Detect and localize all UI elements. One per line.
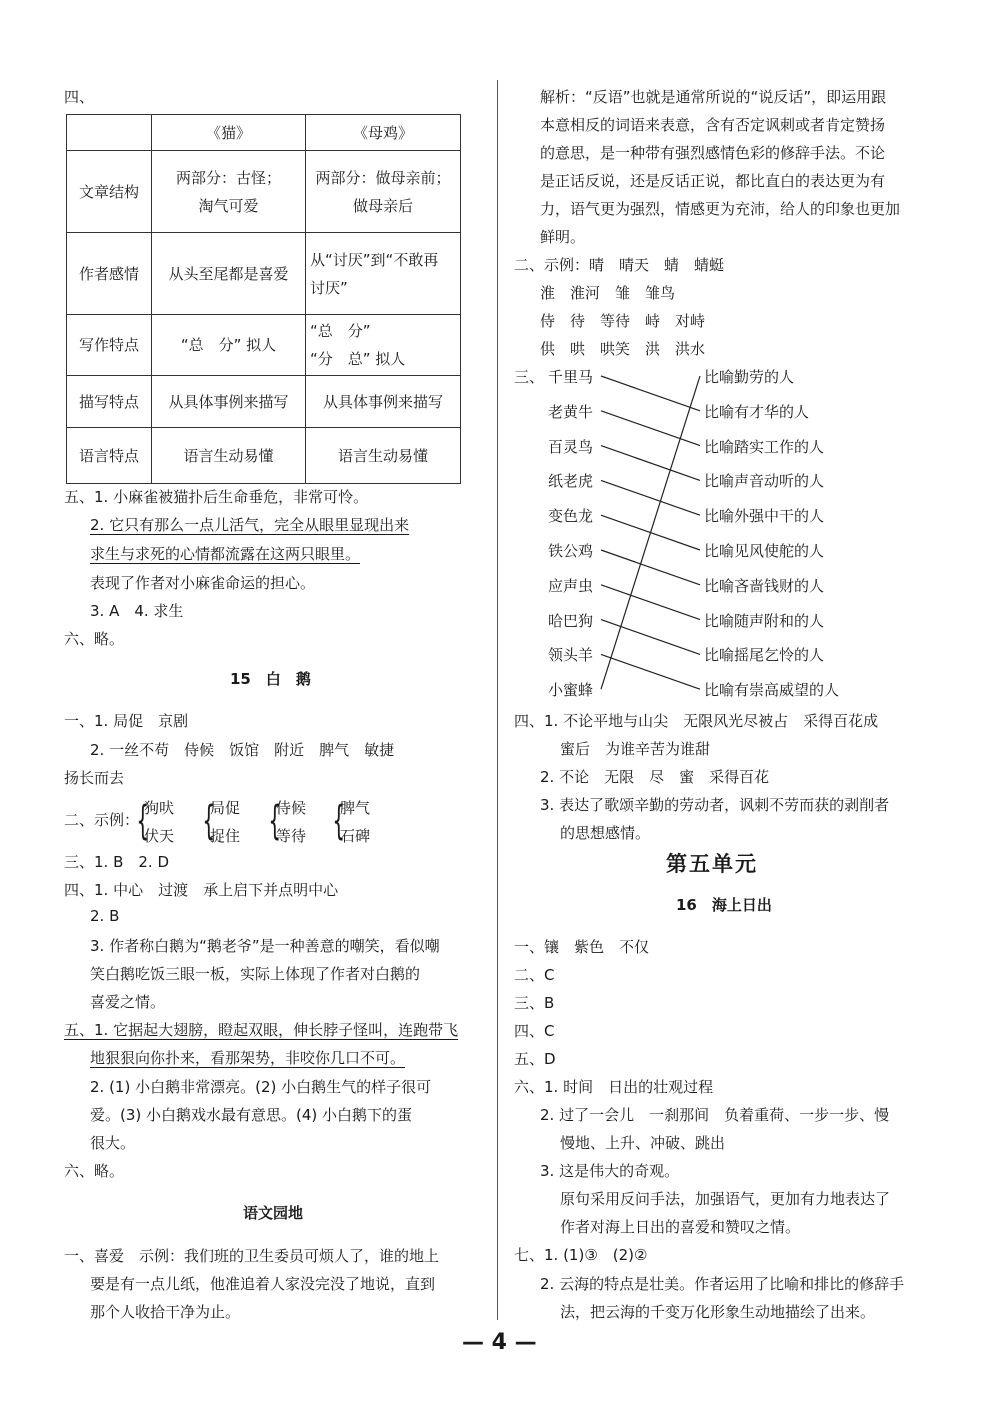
match-line [601,654,700,689]
analysis-line: 是正话反说，还是反话正说，都比直白的表达更为有 [540,172,886,190]
r-s2-line: 侍 待 等待 峙 对峙 [540,312,706,330]
garden-line: 一、喜爱 示例：我们班的卫生委员可烦人了，谁的地上 [64,1247,440,1265]
r-s4-line: 四、1. 不论平地与山尖 无限风光尽被占 采得百花成 [514,712,879,730]
garden-line: 那个人收拾干净为止。 [90,1303,241,1321]
cell: “总 分” 拟人 [152,315,306,376]
cell: 从“讨厌”到“不敢再 讨厌” [306,233,461,315]
r-s4-line: 的思想感情。 [560,824,651,842]
analysis-line: 力，语气更为强烈，情感更为充沛，给人的印象也更加 [540,200,901,218]
l15-line: 很大。 [90,1134,136,1152]
l16-line: 一、镶 紫色 不仅 [514,938,650,956]
l15-line: 六、略。 [64,1162,125,1180]
lesson-15-title: 15 白 鹅 [230,670,311,688]
l16-line: 五、D [514,1050,556,1068]
l16-line: 原句采用反问手法，加强语气，更加有力地表达了 [560,1190,891,1208]
match-line [601,376,700,411]
l15-line: 2. (1) 小白鹅非常漂亮。(2) 小白鹅生气的样子很可 [90,1078,432,1096]
l16-line: 2. 过了一会儿 一刹那间 负着重荷、一步一步、慢 [540,1106,890,1124]
s5-line: 五、1. 小麻雀被猫扑后生命垂危，非常可怜。 [64,488,369,506]
r-s3-prefix: 三、 [514,368,545,386]
cell: 两部分：古怪； 淘气可爱 [152,151,306,233]
row-label: 文章结构 [67,151,152,233]
match-left-item: 小蜜蜂 [548,681,594,700]
analysis-line: 的意思，是一种带有强烈感情色彩的修辞手法。不论 [540,144,886,162]
table-header-cat: 《猫》 [152,115,306,151]
match-right-item: 比喻踏实工作的人 [704,437,825,456]
table-header-hen: 《母鸡》 [306,115,461,151]
l16-line: 法，把云海的千变万化形象生动地描绘了出来。 [560,1303,876,1321]
r-s4-line: 3. 表达了歌颂辛勤的劳动者，讽刺不劳而获的剥削者 [540,796,890,814]
match-left-item: 百灵鸟 [548,437,594,456]
unit-title: 第五单元 [666,852,758,876]
cell: 语言生动易懂 [306,428,461,484]
l15-line: 3. 作者称白鹅为“鹅老爷”是一种善意的嘲笑，看似嘲 [90,937,440,955]
match-line [601,620,700,655]
match-line [601,446,700,481]
cell: 从具体事例来描写 [306,376,461,428]
match-left-item: 纸老虎 [548,472,594,491]
match-right-item: 比喻外强中干的人 [704,507,825,526]
row-label: 作者感情 [67,233,152,315]
l15-line: 笑白鹅吃饭三眼一板，实际上体现了作者对白鹅的 [90,965,421,983]
match-left-item: 铁公鸡 [548,542,594,560]
row-label: 语言特点 [67,428,152,484]
match-left-item: 老黄牛 [548,402,594,421]
garden-title: 语文园地 [243,1204,304,1222]
analysis-line: 本意相反的词语来表意，含有否定讽刺或者肯定赞扬 [540,116,886,134]
match-line [601,480,700,515]
l15-s2-prefix: 二、示例： [64,811,140,829]
page-number: — 4 — [462,1330,537,1355]
r-s2-line: 淮 淮河 雏 雏鸟 [540,284,676,302]
l15-line: 喜爱之情。 [90,993,166,1011]
match-line [601,376,700,689]
match-right-item: 比喻声音动听的人 [704,472,825,491]
match-line [601,585,700,620]
cell: “总 分” “分 总” 拟人 [306,315,461,376]
l16-line: 慢地、上升、冲破、跳出 [560,1134,726,1152]
l15-line: 扬长而去 [64,769,125,787]
match-right-item: 比喻有才华的人 [704,402,810,421]
r-s2-line: 供 哄 哄笑 洪 洪水 [540,340,706,358]
match-line [601,411,700,446]
l16-line: 作者对海上日出的喜爱和赞叹之情。 [560,1218,801,1236]
r-s4-line: 2. 不论 无限 尽 蜜 采得百花 [540,768,770,786]
l15-line: 2. B [90,907,120,925]
match-left-item: 变色龙 [548,507,594,526]
cell: 从头至尾都是喜爱 [152,233,306,315]
analysis-line: 鲜明。 [540,228,586,246]
match-right-item: 比喻吝啬钱财的人 [704,576,825,595]
l15-line: 五、1. 它据起大翅膀，瞪起双眼，伸长脖子怪叫，连跑带飞 [64,1021,459,1039]
l15-line: 三、1. B 2. D [64,853,170,871]
l16-line: 3. 这是伟大的奇观。 [540,1162,680,1180]
l16-line: 四、C [514,1022,555,1040]
l15-line: 一、1. 局促 京剧 [64,712,189,730]
l15-line: 地狠狠向你扑来，看那架势，非咬你几口不可。 [90,1049,406,1067]
match-right-item: 比喻摇尾乞怜的人 [704,646,825,665]
row-label: 描写特点 [67,376,152,428]
match-left-item: 领头羊 [548,646,594,665]
cell: 从具体事例来描写 [152,376,306,428]
l16-line: 七、1. (1)③ (2)② [514,1246,648,1264]
cell: 语言生动易懂 [152,428,306,484]
lesson-16-title: 16 海上日出 [676,896,772,914]
match-right-item: 比喻见风使舵的人 [704,542,825,560]
l16-line: 二、C [514,966,555,984]
l15-line: 爱。(3) 小白鹅戏水最有意思。(4) 小白鹅下的蛋 [90,1106,413,1124]
garden-line: 要是有一点儿纸，他准追着人家没完没了地说，直到 [90,1275,436,1293]
match-right-item: 比喻随声附和的人 [704,611,825,630]
r-s4-line: 蜜后 为谁辛苦为谁甜 [560,740,711,758]
s5-line: 2. 它只有那么一点儿活气，完全从眼里显现出来 [90,516,410,534]
match-left-item: 千里马 [548,368,594,386]
l16-line: 六、1. 时间 日出的壮观过程 [514,1078,714,1096]
l15-line: 四、1. 中心 过渡 承上启下并点明中心 [64,881,339,899]
s5-line: 表现了作者对小麻雀命运的担心。 [90,574,316,592]
match-line [601,550,700,585]
analysis-line: 解析：“反语”也就是通常所说的“说反话”，即运用跟 [540,88,887,106]
l16-line: 三、B [514,994,555,1012]
match-right-item: 比喻有崇高威望的人 [704,681,840,700]
section-4-heading: 四、 [64,88,95,106]
cell: 两部分：做母亲前； 做母亲后 [306,151,461,233]
row-label: 写作特点 [67,315,152,376]
s6-line: 六、略。 [64,630,125,648]
match-left-item: 应声虫 [548,576,594,595]
r-s2-line: 二、示例：晴 晴天 蜻 蜻蜓 [514,256,725,274]
l16-line: 2. 云海的特点是壮美。作者运用了比喻和排比的修辞手 [540,1275,905,1293]
match-left-item: 哈巴狗 [548,611,594,630]
s5-line: 3. A 4. 求生 [90,602,184,620]
match-right-item: 比喻勤劳的人 [704,368,795,386]
l15-line: 2. 一丝不苟 侍候 饭馆 附近 脾气 敏捷 [90,741,395,759]
s5-line: 求生与求死的心情都流露在这两只眼里。 [90,545,361,563]
